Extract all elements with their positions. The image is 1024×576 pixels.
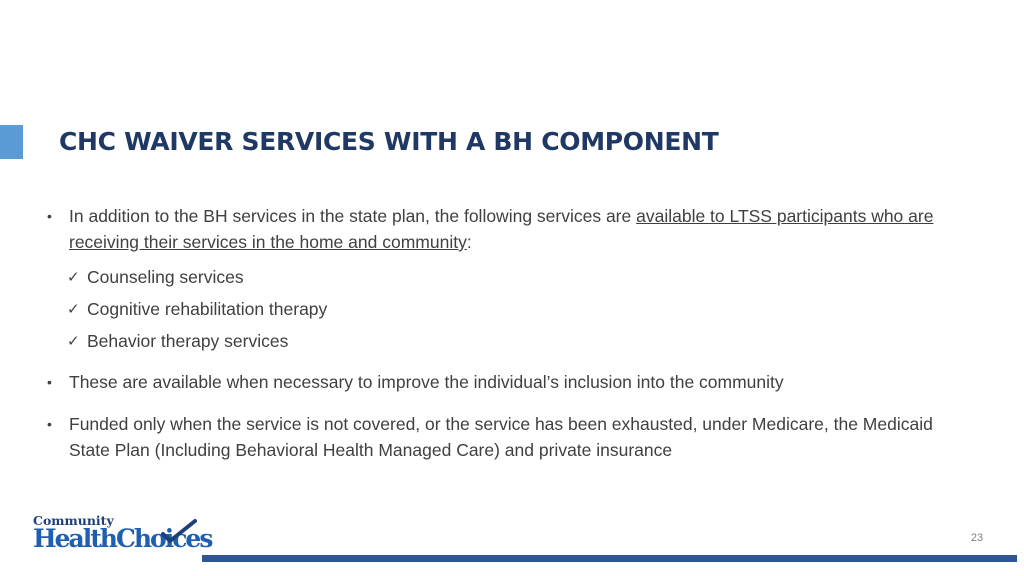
check-mark-icon: ✓ xyxy=(67,268,80,286)
footer-bar xyxy=(202,555,1017,562)
logo-choices-text: Choices xyxy=(115,524,212,553)
check-item-label: Behavior therapy services xyxy=(87,331,289,351)
check-list xyxy=(45,261,955,357)
logo-top-text: Community xyxy=(33,513,114,528)
check-mark-icon: ✓ xyxy=(67,332,80,350)
slide-title: CHC WAIVER SERVICES WITH A BH COMPONENT xyxy=(59,127,719,156)
bullet-dot-icon: • xyxy=(47,374,52,390)
bullet-text: These are available when necessary to improve the individual’s inclusion into the community xyxy=(69,372,784,392)
check-item xyxy=(67,293,955,325)
check-item xyxy=(67,261,955,293)
check-item-label: Counseling services xyxy=(87,267,244,287)
check-item-label: Cognitive rehabilitation therapy xyxy=(87,299,328,319)
bullet-dot-icon: • xyxy=(47,416,52,432)
check-mark-icon: ✓ xyxy=(67,300,80,318)
underlined-text: available to LTSS participants who are receiving their services in the home and community xyxy=(69,206,934,252)
bullet-item xyxy=(45,203,955,255)
bullet-text: In addition to the BH services in the state plan, the following services are xyxy=(69,206,637,226)
bullet-dot-icon: • xyxy=(47,208,52,224)
bullet-item xyxy=(45,369,955,395)
bullet-item xyxy=(45,411,955,463)
logo-check-icon xyxy=(159,518,199,546)
bullet-text: Funded only when the service is not covered, or the service has been exhausted, under Medicare, the Medicaid State Plan (Including Behavioral Health Managed Care) and private insurance xyxy=(69,414,933,460)
check-item xyxy=(67,325,955,357)
page-number: 23 xyxy=(970,532,984,544)
community-health-choices-logo xyxy=(33,513,212,558)
title-accent-block xyxy=(0,125,23,159)
logo-health-text: Health xyxy=(33,524,116,553)
slide-content xyxy=(45,203,955,463)
bullet-text-end: : xyxy=(466,232,472,252)
